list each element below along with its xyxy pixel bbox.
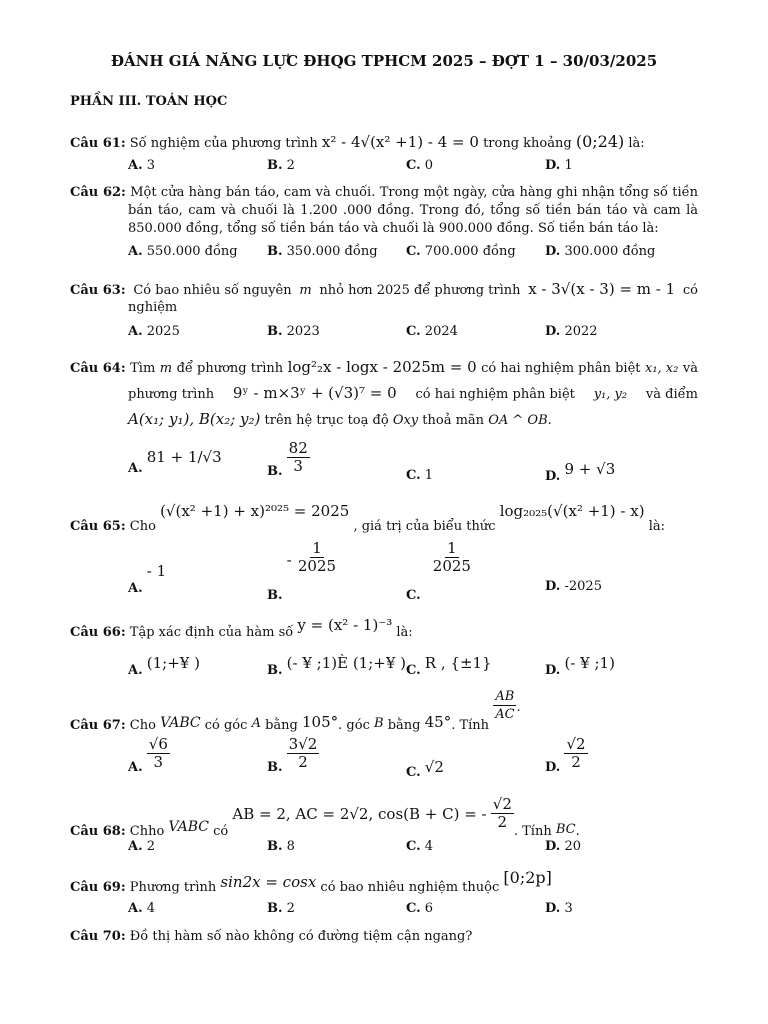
question-65-label: Câu 65:: [70, 519, 126, 534]
question-64-line3: [128, 410, 552, 428]
question-63-equation: x - 3√(x - 3) = m - 1: [528, 280, 676, 298]
question-64-condition: OA ^ OB: [488, 413, 548, 428]
q63-option-a[interactable]: A. 2025: [128, 324, 180, 339]
q67-option-a-denominator: 3: [153, 753, 164, 771]
q69-option-a[interactable]: A. 4: [128, 901, 156, 916]
q62-option-b[interactable]: B. 350.000 đồng: [267, 244, 378, 259]
question-69-text: Phương trình: [129, 880, 217, 895]
question-64-text-d: và: [682, 361, 698, 376]
question-64-axes: Oxy: [392, 413, 419, 428]
question-61-label: Câu 61:: [70, 136, 126, 151]
question-67-label: Câu 67:: [70, 718, 126, 733]
question-62-line2: bán táo, cam và chuối là 1.200 .000 đồng. Trong đó, tổng số tiền bán táo và cam là: [128, 203, 698, 218]
question-67-text-c: bằng: [265, 718, 298, 733]
question-63-text-b: nhỏ hơn 2025 để phương trình: [319, 283, 521, 298]
question-61: [70, 132, 645, 151]
question-61-text-c: là:: [628, 136, 645, 151]
question-64-line2-c: và điểm: [645, 387, 698, 402]
q63-option-d[interactable]: D. 2022: [545, 324, 598, 339]
question-64-points: A(x₁; y₁), B(x₂; y₂): [128, 410, 261, 428]
q66-option-c-value: R , {±1}: [424, 654, 492, 672]
q66-option-d[interactable]: D. (- ¥ ;1): [545, 654, 615, 678]
question-65-text-b: , giá trị của biểu thức: [353, 519, 496, 534]
q66-option-d-value: (- ¥ ;1): [564, 654, 615, 672]
question-69-text-b: có bao nhiêu nghiệm thuộc: [320, 880, 500, 895]
question-70: [70, 929, 472, 944]
question-61-interval: (0;24): [575, 132, 625, 151]
q67-option-c[interactable]: C. √2: [406, 758, 444, 780]
question-64-text-b: để phương trình: [176, 361, 284, 376]
q67-option-b-numerator: 3√2: [288, 735, 318, 753]
question-64-equation-2: 9ʸ - m×3ʸ + (√3)⁷ = 0: [232, 384, 397, 402]
q66-option-b-value: (- ¥ ;1)È (1;+¥ ): [286, 654, 407, 672]
question-64-label: Câu 64:: [70, 361, 126, 376]
q64-option-b-numerator: 82: [288, 439, 308, 457]
q63-option-b[interactable]: B. 2023: [267, 324, 320, 339]
question-69-interval: [0;2p]: [503, 868, 552, 887]
question-68-fraction-denominator: 2: [497, 813, 508, 831]
question-67-text-d: . góc: [338, 718, 370, 733]
question-64-line3-a: trên hệ trục toạ độ: [264, 413, 389, 428]
q66-option-c[interactable]: C. R , {±1}: [406, 654, 492, 678]
section-heading: PHẦN III. TOÁN HỌC: [70, 94, 228, 109]
q66-option-a[interactable]: A. (1;+¥ ): [128, 654, 200, 678]
question-61-text-b: trong khoảng: [483, 136, 572, 151]
q65-option-c-numerator: 1: [447, 539, 457, 557]
q65-option-b-denominator: 2025: [297, 557, 337, 575]
q64-option-a-value: 81 + 1/√3: [146, 448, 222, 466]
q69-option-d[interactable]: D. 3: [545, 901, 573, 916]
q65-option-c-denominator: 2025: [432, 557, 471, 575]
q67-option-b[interactable]: B. $\frac{3√2}{2}$: [267, 735, 318, 775]
question-62-line1: Một cửa hàng bán táo, cam và chuối. Trong một ngày, cửa hàng ghi nhận tổng số tiền: [130, 185, 698, 200]
q65-option-b[interactable]: B. - $\frac{1}{2025}$: [267, 539, 337, 603]
question-67-period: .: [516, 700, 521, 715]
question-64-roots-x: x₁, x₂: [645, 361, 679, 376]
q68-option-d[interactable]: D. 20: [545, 839, 582, 854]
question-67-text-b: có góc: [204, 718, 248, 733]
question-67-angle-b: B: [374, 716, 384, 731]
question-69-label: Câu 69:: [70, 880, 126, 895]
q67-option-d[interactable]: D. $\frac{√2}{2}$: [545, 735, 586, 775]
question-67-ratio-numerator: AB: [495, 689, 515, 704]
q62-option-d[interactable]: D. 300.000 đồng: [545, 244, 656, 259]
q65-option-a-value: - 1: [146, 562, 167, 580]
q67-option-d-numerator: √2: [566, 735, 586, 753]
question-62-label: Câu 62:: [70, 185, 126, 200]
q61-option-c[interactable]: C. 0: [406, 158, 434, 173]
question-68-target: BC: [555, 822, 576, 837]
q65-option-d[interactable]: D. -2025: [545, 579, 602, 594]
question-64-text: Tìm: [130, 361, 156, 376]
q61-option-b[interactable]: B. 2: [267, 158, 295, 173]
q64-option-a[interactable]: A. 81 + 1/√3: [128, 448, 222, 476]
question-64-roots-y: y₁, y₂: [593, 387, 628, 402]
question-65-text: Cho: [129, 519, 156, 534]
q64-option-b-denominator: 3: [293, 457, 303, 475]
question-68-text-b: có: [213, 824, 229, 839]
question-69-equation: sin2x = cosx: [220, 873, 317, 891]
q61-option-d[interactable]: D. 1: [545, 158, 573, 173]
q66-option-a-value: (1;+¥ ): [146, 654, 200, 672]
question-62-line3: 850.000 đồng, tổng số tiền bán táo và chuối là 900.000 đồng. Số tiền bán táo là:: [128, 221, 659, 236]
question-67-triangle: VABC: [160, 715, 201, 731]
q61-option-a[interactable]: A. 3: [128, 158, 156, 173]
question-65-expression: log₂₀₂₅(√(x² +1) - x): [499, 502, 645, 520]
question-61-equation: x² - 4√(x² +1) - 4 = 0: [321, 133, 479, 151]
question-65-equation: (√(x² +1) + x)²⁰²⁵ = 2025: [160, 502, 350, 520]
question-64-period: .: [547, 413, 552, 428]
q67-option-a-numerator: √6: [148, 735, 168, 753]
q65-option-c[interactable]: C. $\frac{1}{2025}$: [406, 539, 471, 603]
question-67: [70, 688, 521, 733]
question-69: [70, 868, 552, 895]
q68-option-a[interactable]: A. 2: [128, 839, 156, 854]
q65-option-a[interactable]: A. - 1: [128, 562, 167, 596]
question-62: [70, 185, 698, 200]
q65-option-b-sign: -: [286, 551, 292, 569]
question-64-line3-b: thoả mãn: [422, 413, 485, 428]
question-64: [70, 358, 698, 376]
question-68-text-c: . Tính: [513, 824, 552, 839]
q62-option-c[interactable]: C. 700.000 đồng: [406, 244, 516, 259]
question-68-period: .: [575, 824, 580, 839]
question-70-text: Đồ thị hàm số nào không có đường tiệm cận ngang?: [129, 929, 473, 944]
question-66-label: Câu 66:: [70, 625, 126, 640]
q67-option-d-denominator: 2: [571, 753, 581, 771]
q64-option-c[interactable]: C. 1: [406, 468, 434, 483]
q67-option-b-denominator: 2: [298, 753, 308, 771]
question-68-label: Câu 68:: [70, 824, 126, 839]
question-68: [70, 788, 580, 839]
question-63-text-c: có: [682, 283, 698, 298]
question-67-angle-a: A: [251, 716, 261, 731]
q63-option-c[interactable]: C. 2024: [406, 324, 458, 339]
question-68-triangle: VABC: [168, 819, 209, 835]
q68-option-c[interactable]: C. 4: [406, 839, 434, 854]
q69-option-b[interactable]: B. 2: [267, 901, 295, 916]
question-61-text: Số nghiệm của phương trình: [129, 136, 318, 151]
question-70-label: Câu 70:: [70, 929, 126, 944]
question-63-text: Có bao nhiêu số nguyên: [133, 283, 292, 298]
q69-option-c[interactable]: C. 6: [406, 901, 434, 916]
q65-option-b-numerator: 1: [312, 539, 322, 557]
question-66-function: y = (x² - 1)⁻³: [297, 616, 393, 634]
question-66-text-b: là:: [396, 625, 413, 640]
q64-option-b[interactable]: B. $\frac{82}{3}$: [267, 439, 308, 479]
page-title: ĐÁNH GIÁ NĂNG LỰC ĐHQG TPHCM 2025 – ĐỢT 1 – 30/03/2025: [110, 52, 658, 70]
question-64-line2-a: phương trình: [128, 387, 215, 402]
question-67-text-f: . Tính: [451, 718, 490, 733]
question-63-label: Câu 63:: [70, 283, 126, 298]
question-66: [70, 616, 413, 640]
question-64-var: m: [159, 361, 173, 376]
question-64-equation-1: log²₂x - logx - 2025m = 0: [287, 358, 477, 376]
question-68-text: Chho: [129, 824, 165, 839]
q62-option-a[interactable]: A. 550.000 đồng: [128, 244, 238, 259]
question-67-angle-b-value: 45°: [424, 713, 452, 731]
question-66-text: Tập xác định của hàm số: [129, 625, 294, 640]
question-67-ratio-denominator: AC: [495, 707, 515, 722]
question-63-line2: nghiệm: [128, 300, 178, 315]
q67-option-c-value: √2: [424, 758, 444, 776]
q67-option-a[interactable]: A. $\frac{√6}{3}$: [128, 735, 168, 775]
q68-option-b[interactable]: B. 8: [267, 839, 295, 854]
q66-option-b[interactable]: B. (- ¥ ;1)È (1;+¥ ): [267, 654, 407, 678]
question-64-text-c: có hai nghiệm phân biệt: [481, 361, 641, 376]
question-63: [70, 280, 698, 298]
question-65: [70, 502, 698, 534]
question-67-angle-a-value: 105°: [302, 713, 339, 731]
question-67-text: Cho: [129, 718, 156, 733]
question-64-line2: [128, 384, 698, 402]
q64-option-d-value: 9 + √3: [564, 460, 616, 478]
question-64-line2-b: có hai nghiệm phân biệt: [415, 387, 575, 402]
question-65-text-c: là:: [648, 519, 666, 534]
q64-option-d[interactable]: D. 9 + √3: [545, 460, 616, 484]
question-68-fraction-numerator: √2: [492, 795, 512, 813]
question-68-given: AB = 2, AC = 2√2, cos(B + C) = -: [232, 805, 487, 823]
question-67-text-e: bằng: [387, 718, 421, 733]
question-63-var: m: [299, 283, 312, 298]
